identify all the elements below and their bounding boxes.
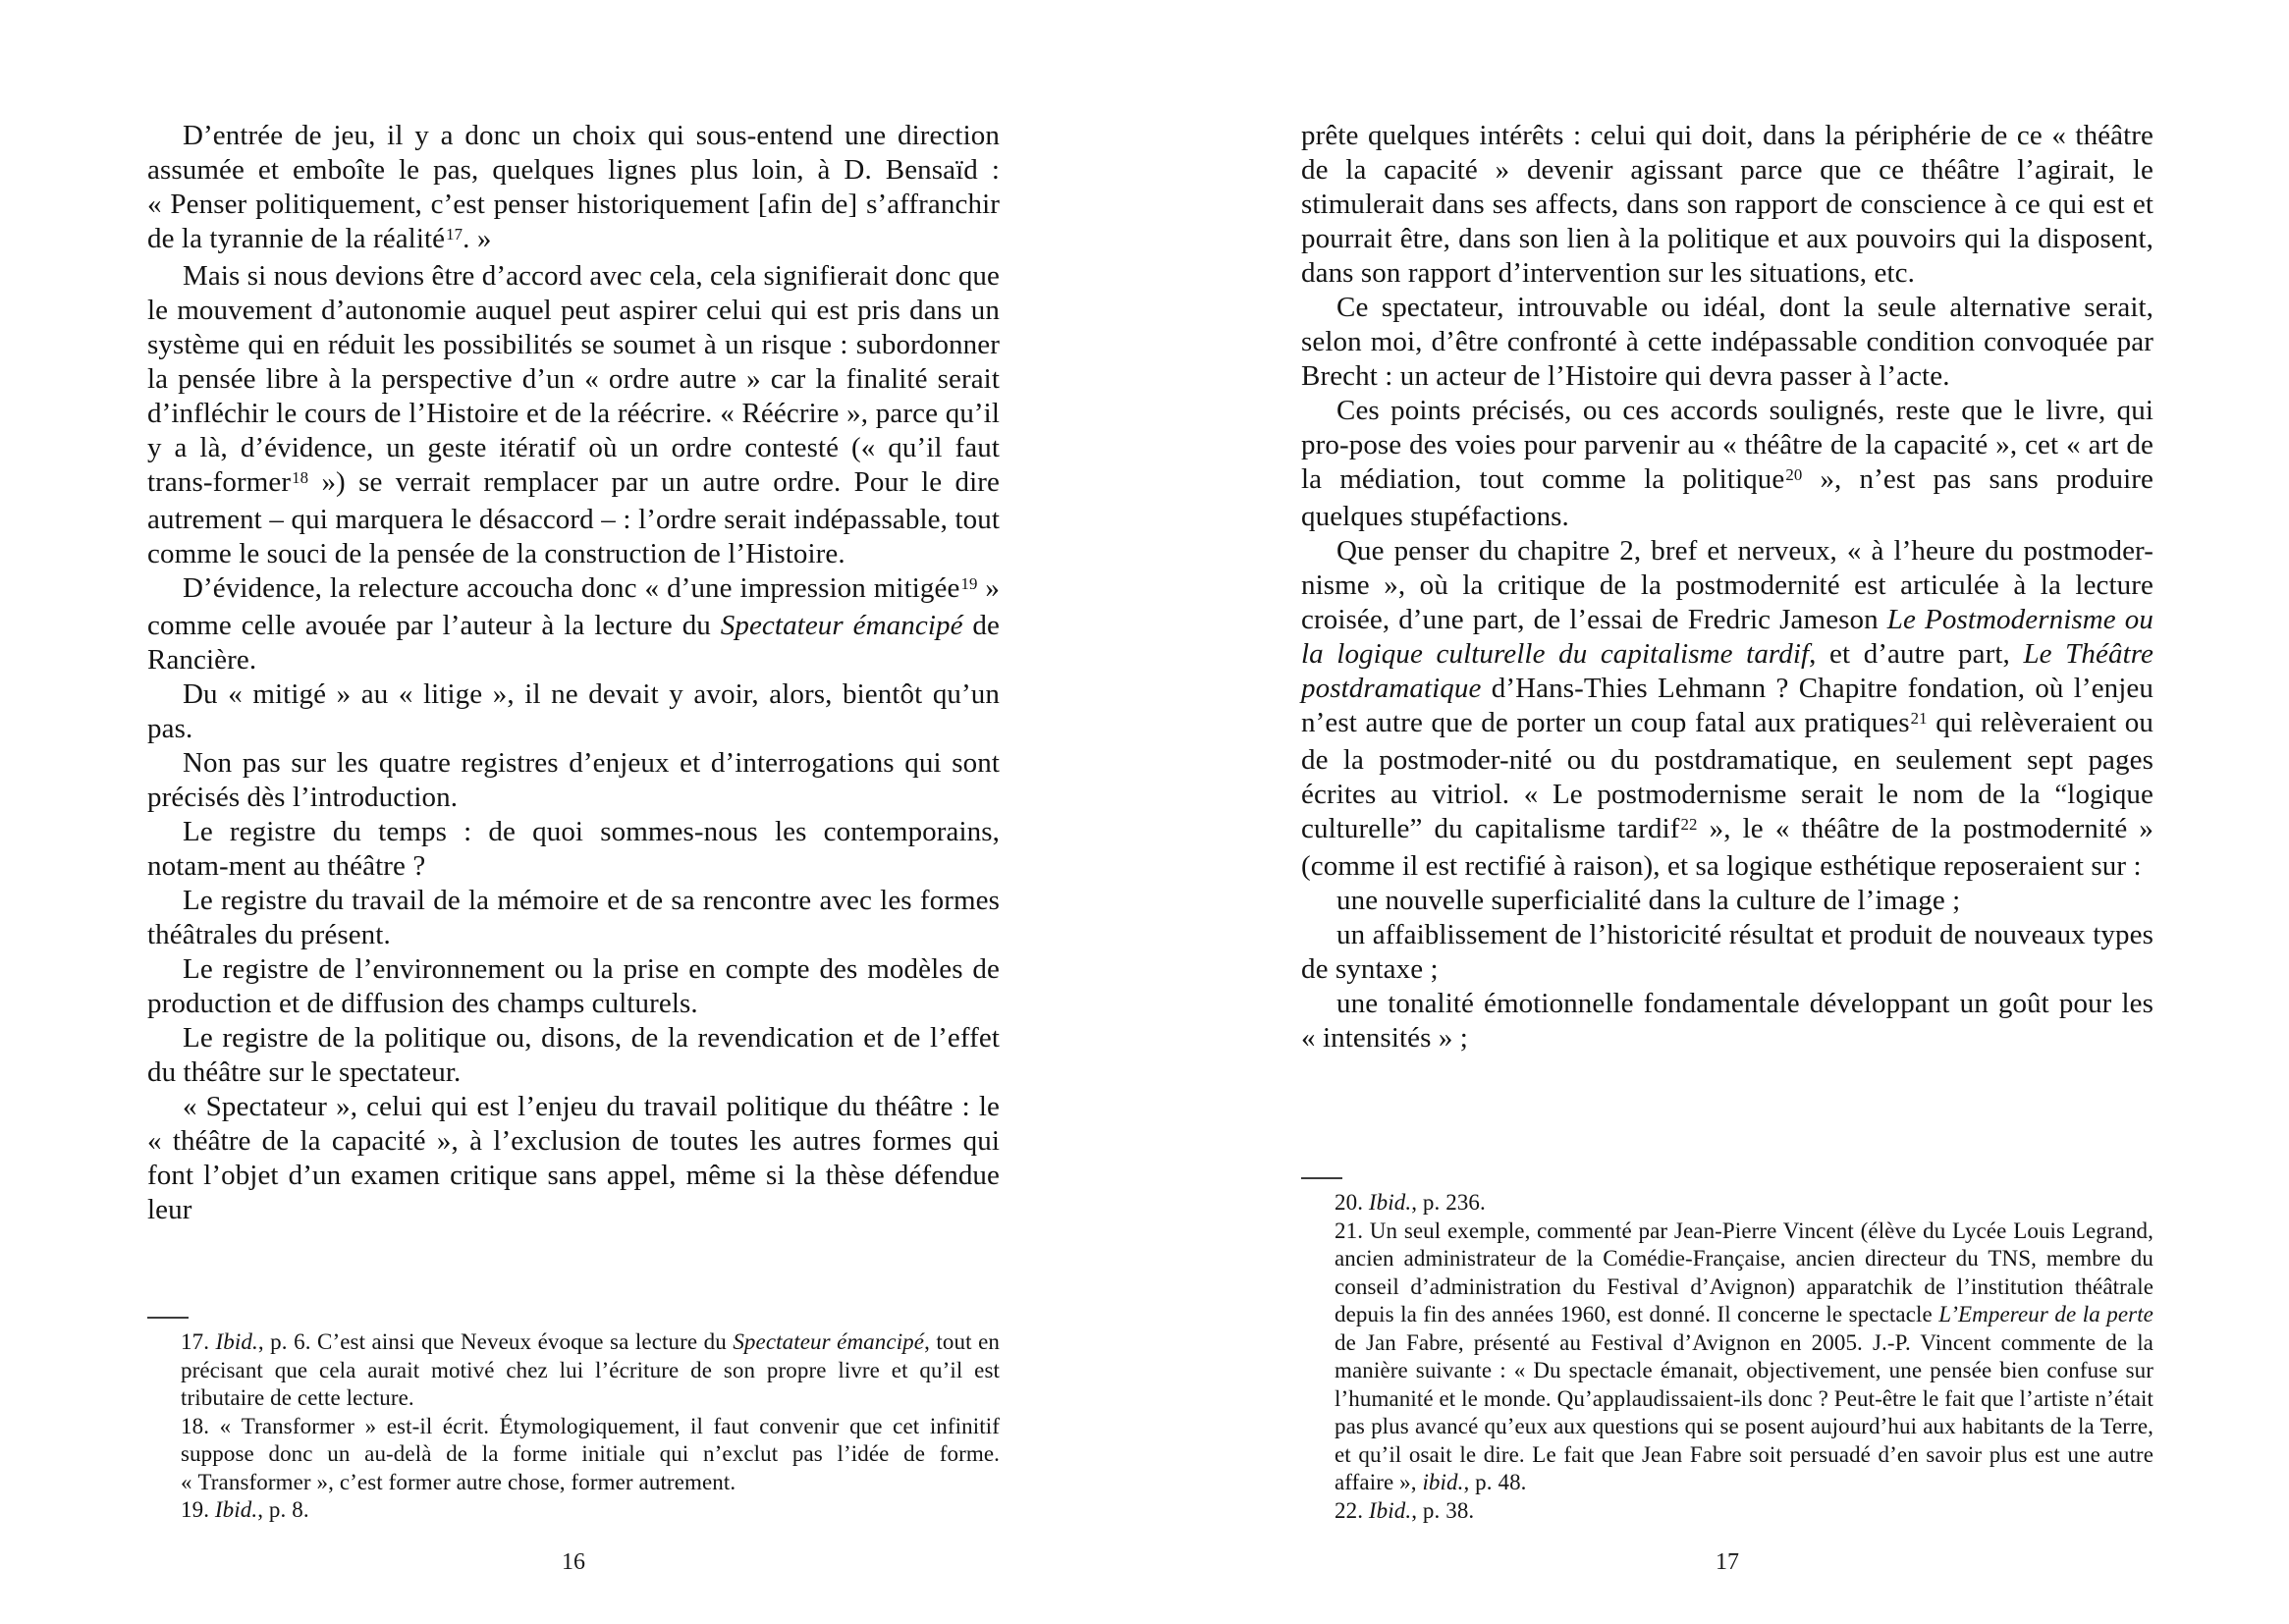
- italic-run: Le Postmodernisme ou la logique culturelle du capitalisme tardif: [1301, 604, 2153, 670]
- italic-run: Le Théâtre postdramatique: [1301, 638, 2154, 704]
- body-paragraph: prête quelques intérêts : celui qui doit, dans la périphérie de ce « théâtre de la capacité » devenir agissant parce que ce théâtre l’agirait, le stimulerait dans ses affects, dans son rapport de conscience à ce qui est et pourrait être, dans son lien à la politique et aux pouvoirs qui la disposent, dans son rapport d’intervention sur les situations, etc.: [1301, 120, 2153, 289]
- body-paragraph: Le registre de l’environnement ou la prise en compte des modèles de production et de diffusion des champs culturels.: [147, 953, 1000, 1019]
- page-left-footnotes: [147, 1328, 1000, 1525]
- footnote-reference: 18: [292, 468, 309, 488]
- footnote-reference: 22: [1680, 815, 1698, 835]
- footnote: 20. Ibid., p. 236.: [1335, 1190, 1486, 1215]
- footnote: 17. Ibid., p. 6. C’est ainsi que Neveux évoque sa lecture du Spectateur émancipé, tout en précisant que cela aurait motivé chez lui l’écriture de son propre livre et qu’il est tributaire de cette lecture.: [181, 1329, 1000, 1410]
- page-right-footnotes: [1301, 1189, 2153, 1525]
- body-paragraph: Non pas sur les quatre registres d’enjeux et d’interrogations qui sont précisés dès l’introduction.: [147, 747, 1000, 813]
- body-paragraph: Le registre du temps : de quoi sommes-nous les contemporains, notam-ment au théâtre ?: [147, 816, 1000, 882]
- body-paragraph: D’entrée de jeu, il y a donc un choix qui sous-entend une direction assumée et emboîte le pas, quelques lignes plus loin, à D. Bensaïd : « Penser politiquement, c’est penser historiquement [afin de] s’affranchir de la tyrannie de la réalité$^{17}$. »: [147, 120, 1000, 254]
- footnote-separator-rule: [1301, 1177, 1342, 1179]
- footnote: 21. Un seul exemple, commenté par Jean-Pierre Vincent (élève du Lycée Louis Legrand, ancien administrateur de la Comédie-Française, ancien directeur du TNS, membre du conseil d’administration du Festival d’Avignon) apparatchik de l’institution théâtrale depuis la fin des années 1960, est donné. Il concerne le spectacle L’Empereur de la perte de Jan Fabre, présenté au Festival d’Avignon en 2005. J.-P. Vincent commente de la manière suivante : « Du spectacle émanait, objectivement, une pensée bien confuse sur l’humanité et le monde. Qu’applaudissaient-ils donc ? Peut-être le fait que l’artiste n’était pas plus avancé qu’eux aux questions qui se posent aujourd’hui aux habitants de la Terre, et qu’il osait le dire. Le fait que Jean Fabre soit persuadé d’en savoir plus est une autre affaire », ibid., p. 48.: [1335, 1218, 2153, 1494]
- page-right-footnote-area: [1301, 1177, 2153, 1525]
- footnote-reference: 20: [1785, 465, 1803, 485]
- footnote-separator-rule: [147, 1317, 189, 1319]
- italic-run: Spectateur émancipé: [720, 610, 963, 641]
- body-paragraph: Du « mitigé » au « litige », il ne devait y avoir, alors, bientôt qu’un pas.: [147, 678, 1000, 744]
- footnote: 18. « Transformer » est-il écrit. Étymologiquement, il faut convenir que cet infinitif suppose donc un au-delà de la forme initiale qui n’exclut pas l’idée de forme. « Transformer », c’est former autre chose, former autrement.: [181, 1413, 1000, 1494]
- italic-run: ibid.: [1422, 1470, 1464, 1494]
- footnote: 19. Ibid., p. 8.: [181, 1497, 309, 1522]
- body-paragraph: D’évidence, la relecture accoucha donc « d’une impression mitigée$^{19}$ » comme celle avouée par l’auteur à la lecture du Spectateur émancipé de Rancière.: [147, 572, 1000, 676]
- page-number-right: 17: [1716, 1549, 1739, 1575]
- page-number-left: 16: [562, 1549, 585, 1575]
- body-paragraph: un affaiblissement de l’historicité résultat et produit de nouveaux types de syntaxe ;: [1301, 919, 2153, 985]
- footnote-reference: 21: [1910, 709, 1928, 729]
- page-right-body-text: [1301, 119, 2153, 1056]
- footnote-reference: 19: [960, 574, 978, 594]
- body-paragraph: « Spectateur », celui qui est l’enjeu du travail politique du théâtre : le « théâtre de la capacité », à l’exclusion de toutes les autres formes qui font l’objet d’un examen critique sans appel, même si la thèse défendue leur: [147, 1091, 1000, 1225]
- page-right: [1301, 0, 2153, 1624]
- italic-run: Ibid.: [1368, 1497, 1412, 1523]
- page-left-body-text: [147, 119, 1000, 1227]
- italic-run: Spectateur émancipé: [733, 1329, 925, 1354]
- footnote: 22. Ibid., p. 38.: [1335, 1497, 1475, 1523]
- italic-run: Ibid.: [214, 1497, 258, 1522]
- body-paragraph: Le registre de la politique ou, disons, de la revendication et de l’effet du théâtre sur le spectateur.: [147, 1022, 1000, 1088]
- page-left: [147, 0, 1000, 1624]
- body-paragraph: Ce spectateur, introuvable ou idéal, dont la seule alternative serait, selon moi, d’être confronté à cette indépassable condition convoquée par Brecht : un acteur de l’Histoire qui devra passer à l’acte.: [1301, 292, 2153, 392]
- body-paragraph: Ces points précisés, ou ces accords soulignés, reste que le livre, qui pro-pose des voies pour parvenir au « théâtre de la capacité », cet « art de la médiation, tout comme la politique$^{20}$ », n’est pas sans produire quelques stupéfactions.: [1301, 395, 2153, 532]
- italic-run: Ibid.: [215, 1329, 258, 1354]
- body-paragraph: Le registre du travail de la mémoire et de sa rencontre avec les formes théâtrales du présent.: [147, 885, 1000, 950]
- footnote-reference: 17: [446, 225, 463, 244]
- body-paragraph: une tonalité émotionnelle fondamentale développant un goût pour les « intensités » ;: [1301, 988, 2153, 1054]
- body-paragraph: Que penser du chapitre 2, bref et nerveux, « à l’heure du postmoder-nisme », où la critique de la postmodernité est articulée à la lecture croisée, d’une part, de l’essai de Fredric Jameson Le Postmodernisme ou la logique culturelle du capitalisme tardif, et d’autre part, Le Théâtre postdramatique d’Hans-Thies Lehmann ? Chapitre fondation, où l’enjeu n’est autre que de porter un coup fatal aux pratiques$^{21}$ qui relèveraient ou de la postmoder-nité ou du postdramatique, en seulement sept pages écrites au vitriol. « Le postmodernisme serait le nom de la “logique culturelle” du capitalisme tardif$^{22}$ », le « théâtre de la postmodernité » (comme il est rectifié à raison), et sa logique esthétique reposeraient sur :: [1301, 535, 2154, 882]
- body-paragraph: une nouvelle superficialité dans la culture de l’image ;: [1336, 885, 1961, 916]
- italic-run: L’Empereur de la perte: [1938, 1302, 2153, 1326]
- body-paragraph: Mais si nous devions être d’accord avec cela, cela signifierait donc que le mouvement d’autonomie auquel peut aspirer celui qui est pris dans un système qui en réduit les possibilités se soumet à un risque : subordonner la pensée libre à la perspective d’un « ordre autre » car la finalité serait d’infléchir le cours de l’Histoire et de la réécrire. « Réécrire », parce qu’il y a là, d’évidence, un geste itératif où un ordre contesté (« qu’il faut trans-former$^{18}$ ») se verrait remplacer par un autre ordre. Pour le dire autrement – qui marquera le désaccord – : l’ordre serait indépassable, tout comme le souci de la pensée de la construction de l’Histoire.: [147, 260, 1000, 569]
- italic-run: Ibid.: [1368, 1190, 1412, 1215]
- page-left-footnote-area: [147, 1317, 1000, 1525]
